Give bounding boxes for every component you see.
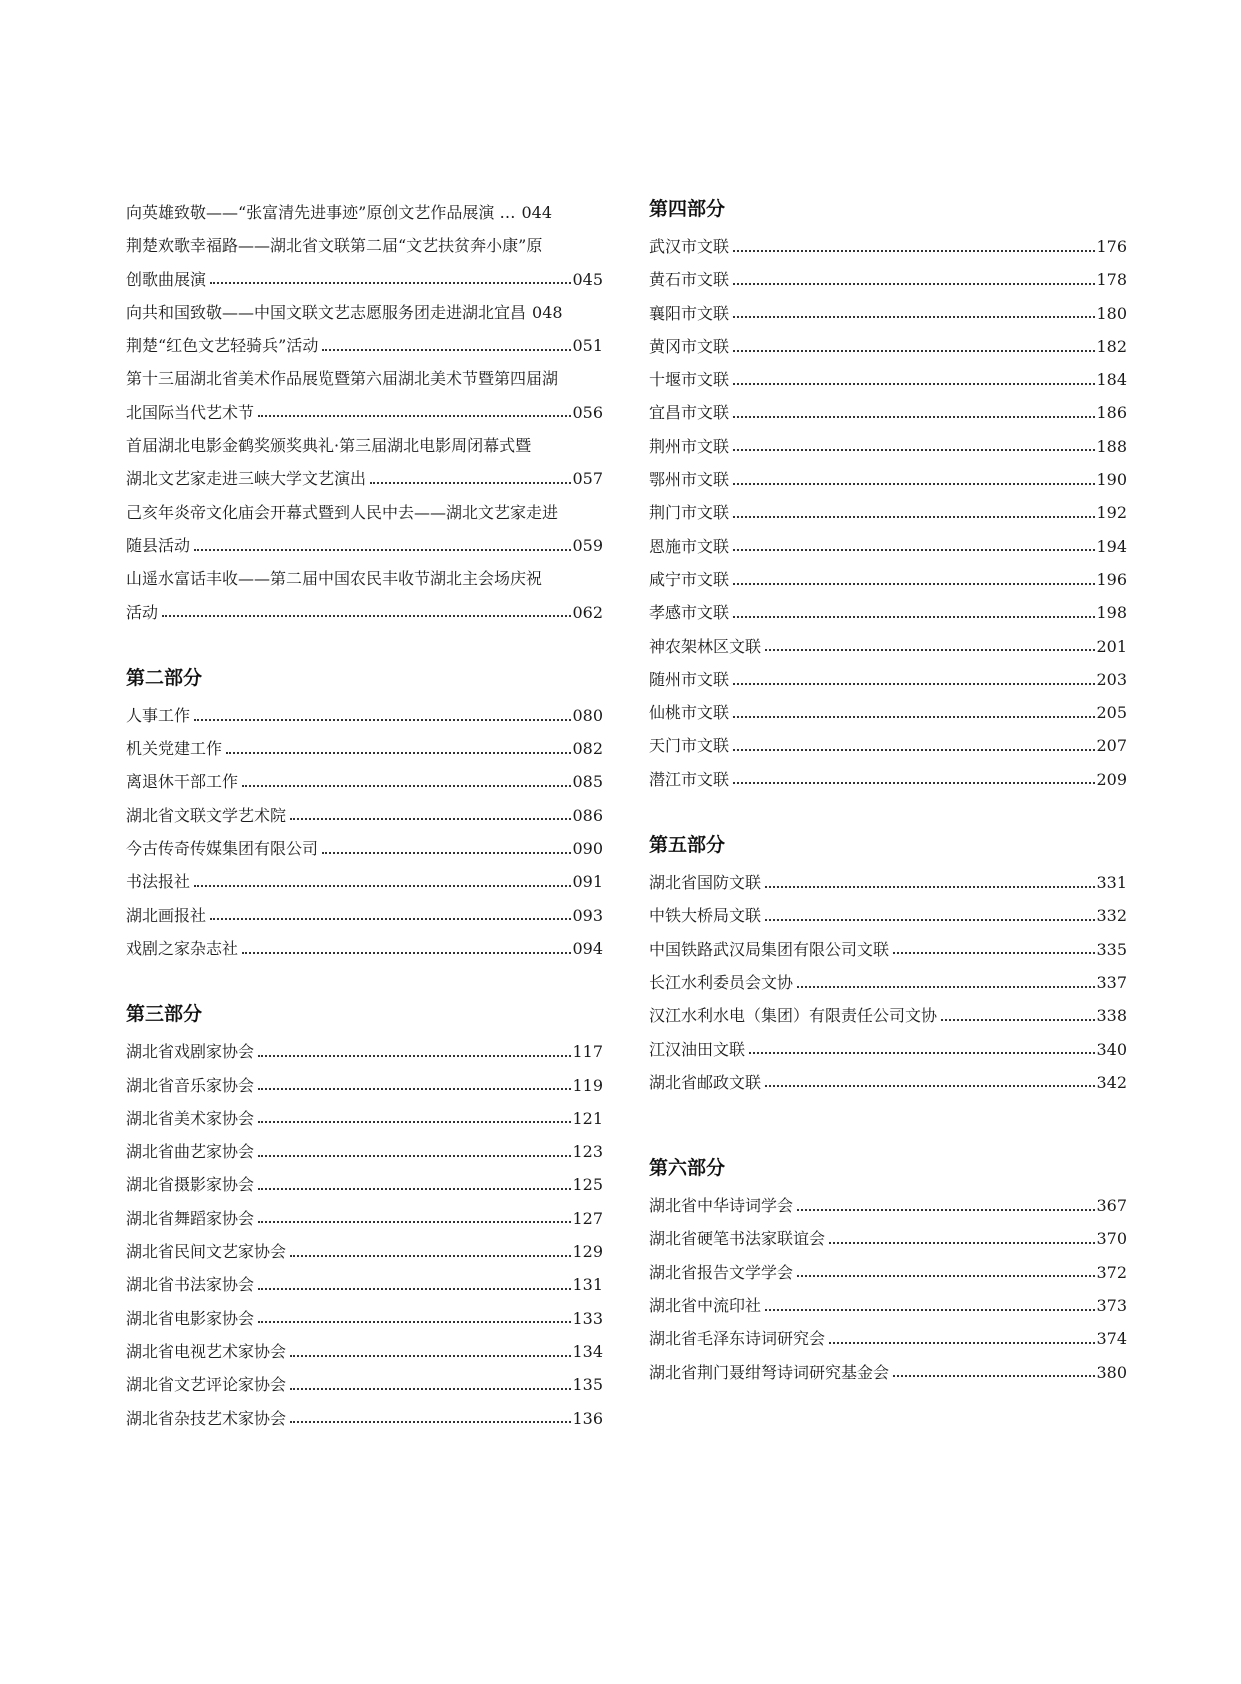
toc-entry[interactable] [649,696,1127,729]
entry-page: 203 [1096,669,1127,689]
dot-leader [194,719,571,721]
entry-page: 057 [572,469,603,489]
dot-leader [829,1242,1095,1244]
dot-leader [733,716,1095,718]
toc-entry-line2[interactable] [126,596,603,629]
dot-leader [797,1209,1095,1211]
toc-entry[interactable] [126,196,603,229]
dot-leader [733,616,1095,618]
toc-entry[interactable] [649,1289,1127,1322]
dot-leader [765,919,1095,921]
entry-title: 襄阳市文联 [649,303,730,323]
entry-title: 湖北省音乐家协会 [126,1075,255,1095]
entry-page: 338 [1096,1006,1127,1026]
dot-leader [258,1155,571,1157]
toc-entry[interactable] [126,1035,603,1068]
entry-page: 370 [1096,1229,1127,1249]
entry-title: 湖北省舞蹈家协会 [126,1208,255,1228]
entry-title: 长江水利委员会文协 [649,972,794,992]
entry-title: 黄冈市文联 [649,336,730,356]
entry-title: 江汉油田文联 [649,1039,746,1059]
entry-page: 180 [1096,303,1127,323]
toc-entry[interactable] [126,1335,603,1368]
entry-title: 宜昌市文联 [649,403,730,423]
dot-leader [893,1375,1095,1377]
dot-leader [749,1052,1095,1054]
toc-entry[interactable] [649,230,1127,263]
toc-entry-line1[interactable] [126,562,603,595]
toc-entry[interactable] [649,463,1127,496]
entry-title: 中铁大桥局文联 [649,906,762,926]
toc-entry[interactable] [126,732,603,765]
toc-entry-line1[interactable] [126,229,603,262]
entry-title: 湖北省国防文联 [649,873,762,893]
entry-page: 129 [572,1242,603,1262]
toc-entry[interactable] [126,899,603,932]
toc-entry[interactable] [649,1322,1127,1355]
dot-leader [290,1421,571,1423]
toc-entry[interactable] [649,1356,1127,1389]
toc-entry[interactable] [649,630,1127,663]
dot-leader [893,952,1095,954]
entry-page: 044 [521,203,552,222]
entry-page: 117 [572,1042,603,1062]
entry-page: 080 [572,705,603,725]
toc-right-column [649,196,1127,1389]
entry-page: 176 [1096,237,1127,256]
entry-page: 178 [1096,270,1127,290]
section-heading: 第六部分 [649,1157,726,1180]
entry-page: 135 [572,1375,603,1395]
entry-page: 062 [572,602,603,622]
entry-title: 十堰市文联 [649,370,730,390]
dot-leader [765,1309,1095,1311]
entry-page: 127 [572,1208,603,1228]
dot-leader [370,482,571,484]
dot-leader [194,549,571,551]
toc-entry[interactable] [126,699,603,732]
toc-entry[interactable] [126,329,603,362]
entry-page: 190 [1096,470,1127,490]
dot-leader [322,852,571,854]
toc-entry-line2[interactable] [126,396,603,429]
dot-leader [290,1388,571,1390]
section-heading: 第五部分 [649,834,726,857]
entry-page: 373 [1096,1296,1127,1316]
toc-entry[interactable] [649,729,1127,762]
entry-title: 今古传奇传媒集团有限公司 [126,839,319,859]
entry-title: 湖北文艺家走进三峡大学文艺演出 [126,469,367,489]
dot-leader [226,752,571,754]
entry-page: 048 [532,302,563,322]
dot-leader [733,683,1095,685]
entry-page: 123 [572,1142,603,1162]
toc-left-column [126,196,603,1435]
dot-leader [210,282,571,284]
entry-title: 戏剧之家杂志社 [126,938,239,958]
dot-leader [797,986,1095,988]
entry-page: 332 [1096,906,1127,926]
entry-title: 中国铁路武汉局集团有限公司文联 [649,939,890,959]
toc-entry[interactable] [126,932,603,965]
toc-entry[interactable] [126,1168,603,1201]
toc-entry[interactable] [126,799,603,832]
dot-leader [290,1355,571,1357]
toc-entry[interactable] [649,1222,1127,1255]
entry-title: 活动 [126,602,159,622]
entry-title: 向英雄致敬——“张富清先进事迹”原创文艺作品展演 … [126,203,516,222]
entry-page: 094 [572,938,603,958]
toc-entry[interactable] [126,832,603,865]
entry-title: 湖北省曲艺家协会 [126,1142,255,1162]
entry-title: 人事工作 [126,705,191,725]
entry-title: 首届湖北电影金鹤奖颁奖典礼·第三届湖北电影周闭幕式暨 [126,436,532,456]
toc-part2 [126,665,603,965]
dot-leader [194,885,571,887]
entry-title: 书法报社 [126,872,191,892]
entry-title: 湖北省中流印社 [649,1296,762,1316]
dot-leader [733,250,1095,252]
entry-title: 潜江市文联 [649,769,730,789]
entry-title: 荆州市文联 [649,436,730,456]
toc-entry[interactable] [649,263,1127,296]
toc-entry[interactable] [649,763,1127,796]
entry-title: 天门市文联 [649,736,730,756]
dot-leader [733,350,1095,352]
toc-part5 [649,832,1127,1099]
toc-entry-line1[interactable] [126,362,603,395]
toc-entry[interactable] [126,296,603,329]
entry-title: 随县活动 [126,535,191,555]
entry-page: 093 [572,905,603,925]
toc-entry[interactable] [649,1189,1127,1222]
toc-entry[interactable] [126,1102,603,1135]
toc-entry[interactable] [126,1368,603,1401]
dot-leader [322,349,571,351]
entry-page: 198 [1096,603,1127,623]
entry-page: 125 [572,1175,603,1195]
toc-entry[interactable] [649,1256,1127,1289]
dot-leader [733,516,1095,518]
entry-page: 207 [1096,736,1127,756]
entry-page: 337 [1096,972,1127,992]
toc-entry[interactable] [649,530,1127,563]
section-heading: 第二部分 [126,666,203,689]
dot-leader [242,952,571,954]
dot-leader [733,483,1095,485]
toc-entry[interactable] [649,663,1127,696]
dot-leader [733,283,1095,285]
entry-page: 374 [1096,1329,1127,1349]
section-heading: 第四部分 [649,198,726,220]
entry-title: 荆楚“红色文艺轻骑兵”活动 [126,336,319,356]
dot-leader [242,785,571,787]
entry-title: 湖北省杂技艺术家协会 [126,1408,287,1428]
dot-leader [765,649,1095,651]
entry-title: 湖北省电视艺术家协会 [126,1341,287,1361]
toc-part3 [126,1001,603,1435]
entry-page: 335 [1096,939,1127,959]
dot-leader [258,1121,571,1123]
entry-title: 汉江水利水电（集团）有限责任公司文协 [649,1006,938,1026]
entry-page: 133 [572,1308,603,1328]
entry-title: 湖北省毛泽东诗词研究会 [649,1329,826,1349]
entry-page: 196 [1096,569,1127,589]
dot-leader [210,918,571,920]
toc-entry[interactable] [126,865,603,898]
toc-entry[interactable] [649,933,1127,966]
entry-title: 湖北省美术家协会 [126,1108,255,1128]
dot-leader [258,1321,571,1323]
entry-page: 201 [1096,636,1127,656]
entry-title: 机关党建工作 [126,739,223,759]
entry-title: 荆楚欢歌幸福路——湖北省文联第二届“文艺扶贫奔小康”原 [126,236,543,256]
toc-entry[interactable] [649,396,1127,429]
toc-entry[interactable] [649,430,1127,463]
entry-title: 离退休干部工作 [126,772,239,792]
entry-title: 恩施市文联 [649,536,730,556]
dot-leader [258,1188,571,1190]
toc-entry[interactable] [649,297,1127,330]
toc-entry-line1[interactable] [126,496,603,529]
entry-page: 367 [1096,1196,1127,1216]
entry-page: 205 [1096,703,1127,723]
toc-entry[interactable] [126,1402,603,1435]
toc-entry[interactable] [649,1066,1127,1099]
dot-leader [258,1055,571,1057]
toc-entry[interactable] [649,496,1127,529]
entry-title: 湖北省戏剧家协会 [126,1042,255,1062]
entry-page: 342 [1096,1072,1127,1092]
dot-leader [733,383,1095,385]
dot-leader [797,1275,1095,1277]
entry-title: 己亥年炎帝文化庙会开幕式暨到人民中去——湖北文艺家走进 [126,502,559,522]
entry-title: 咸宁市文联 [649,569,730,589]
entry-title: 湖北省书法家协会 [126,1275,255,1295]
entry-title: 仙桃市文联 [649,703,730,723]
toc-entry[interactable] [649,899,1127,932]
section-heading: 第三部分 [126,1003,203,1026]
entry-title: 荆门市文联 [649,503,730,523]
entry-title: 随州市文联 [649,669,730,689]
toc-entry[interactable] [649,596,1127,629]
dot-leader [733,749,1095,751]
toc-entry[interactable] [649,999,1127,1032]
dot-leader [829,1342,1095,1344]
toc-entry-line1[interactable] [126,429,603,462]
entry-page: 182 [1096,336,1127,356]
toc-entry-line2[interactable] [126,529,603,562]
entry-page: 131 [572,1275,603,1295]
entry-page: 134 [572,1341,603,1361]
entry-page: 380 [1096,1362,1127,1382]
dot-leader [258,1288,571,1290]
toc-entry[interactable] [649,563,1127,596]
toc-entry[interactable] [126,1235,603,1268]
entry-page: 085 [572,772,603,792]
entry-title: 湖北省中华诗词学会 [649,1196,794,1216]
entry-title: 湖北省邮政文联 [649,1072,762,1092]
entry-title: 湖北省民间文艺家协会 [126,1242,287,1262]
dot-leader [258,415,571,417]
entry-title: 湖北省摄影家协会 [126,1175,255,1195]
entry-page: 091 [572,872,603,892]
dot-leader [733,782,1095,784]
toc-entry[interactable] [649,966,1127,999]
toc-entry[interactable] [126,1202,603,1235]
toc-part6 [649,1155,1127,1389]
entry-page: 192 [1096,503,1127,523]
dot-leader [733,316,1095,318]
entry-title: 鄂州市文联 [649,470,730,490]
entry-page: 082 [572,739,603,759]
entry-title: 湖北省文艺评论家协会 [126,1375,287,1395]
entry-page: 086 [572,805,603,825]
toc-part4 [649,196,1127,796]
entry-page: 136 [572,1408,603,1428]
entry-title: 湖北省电影家协会 [126,1308,255,1328]
dot-leader [765,1085,1095,1087]
dot-leader [290,1255,571,1257]
entry-title: 北国际当代艺术节 [126,402,255,422]
entry-page: 188 [1096,436,1127,456]
toc-entry[interactable] [649,363,1127,396]
dot-leader [258,1221,571,1223]
entry-title: 湖北省硬笔书法家联谊会 [649,1229,826,1249]
entry-page: 051 [572,336,603,356]
entry-title: 向共和国致敬——中国文联文艺志愿服务团走进湖北宜昌 [126,302,527,322]
toc-entry[interactable] [649,1033,1127,1066]
entry-title: 湖北省荆门聂绀弩诗词研究基金会 [649,1362,890,1382]
entry-page: 340 [1096,1039,1127,1059]
entry-title: 神农架林区文联 [649,636,762,656]
entry-page: 121 [572,1108,603,1128]
entry-page: 331 [1096,873,1127,893]
toc-entry[interactable] [126,765,603,798]
toc-entry-line2[interactable] [126,462,603,495]
dot-leader [941,1019,1095,1021]
dot-leader [162,615,571,617]
entry-title: 孝感市文联 [649,603,730,623]
dot-leader [258,1088,571,1090]
dot-leader [733,549,1095,551]
entry-title: 湖北省报告文学学会 [649,1262,794,1282]
entry-page: 372 [1096,1262,1127,1282]
toc-entry[interactable] [126,1268,603,1301]
dot-leader [290,818,571,820]
dot-leader [733,449,1095,451]
entry-title: 湖北画报社 [126,905,207,925]
toc-entry[interactable] [649,330,1127,363]
entry-title: 山遥水富话丰收——第二届中国农民丰收节湖北主会场庆祝 [126,569,543,589]
entry-page: 045 [572,269,603,289]
entry-title: 创歌曲展演 [126,269,207,289]
entry-page: 186 [1096,403,1127,423]
dot-leader [733,583,1095,585]
toc-part1 [126,196,603,629]
entry-title: 第十三届湖北省美术作品展览暨第六届湖北美术节暨第四届湖 [126,369,559,389]
entry-title: 黄石市文联 [649,270,730,290]
toc-entry-line2[interactable] [126,263,603,296]
toc-entry[interactable] [649,866,1127,899]
entry-page: 194 [1096,536,1127,556]
toc-entry[interactable] [126,1135,603,1168]
entry-page: 184 [1096,370,1127,390]
entry-page: 056 [572,402,603,422]
entry-title: 武汉市文联 [649,237,730,256]
toc-entry[interactable] [126,1302,603,1335]
dot-leader [733,416,1095,418]
entry-page: 119 [572,1075,603,1095]
entry-title: 湖北省文联文学艺术院 [126,805,287,825]
entry-page: 059 [572,535,603,555]
toc-entry[interactable] [126,1069,603,1102]
dot-leader [765,886,1095,888]
entry-page: 090 [572,839,603,859]
entry-page: 209 [1096,769,1127,789]
